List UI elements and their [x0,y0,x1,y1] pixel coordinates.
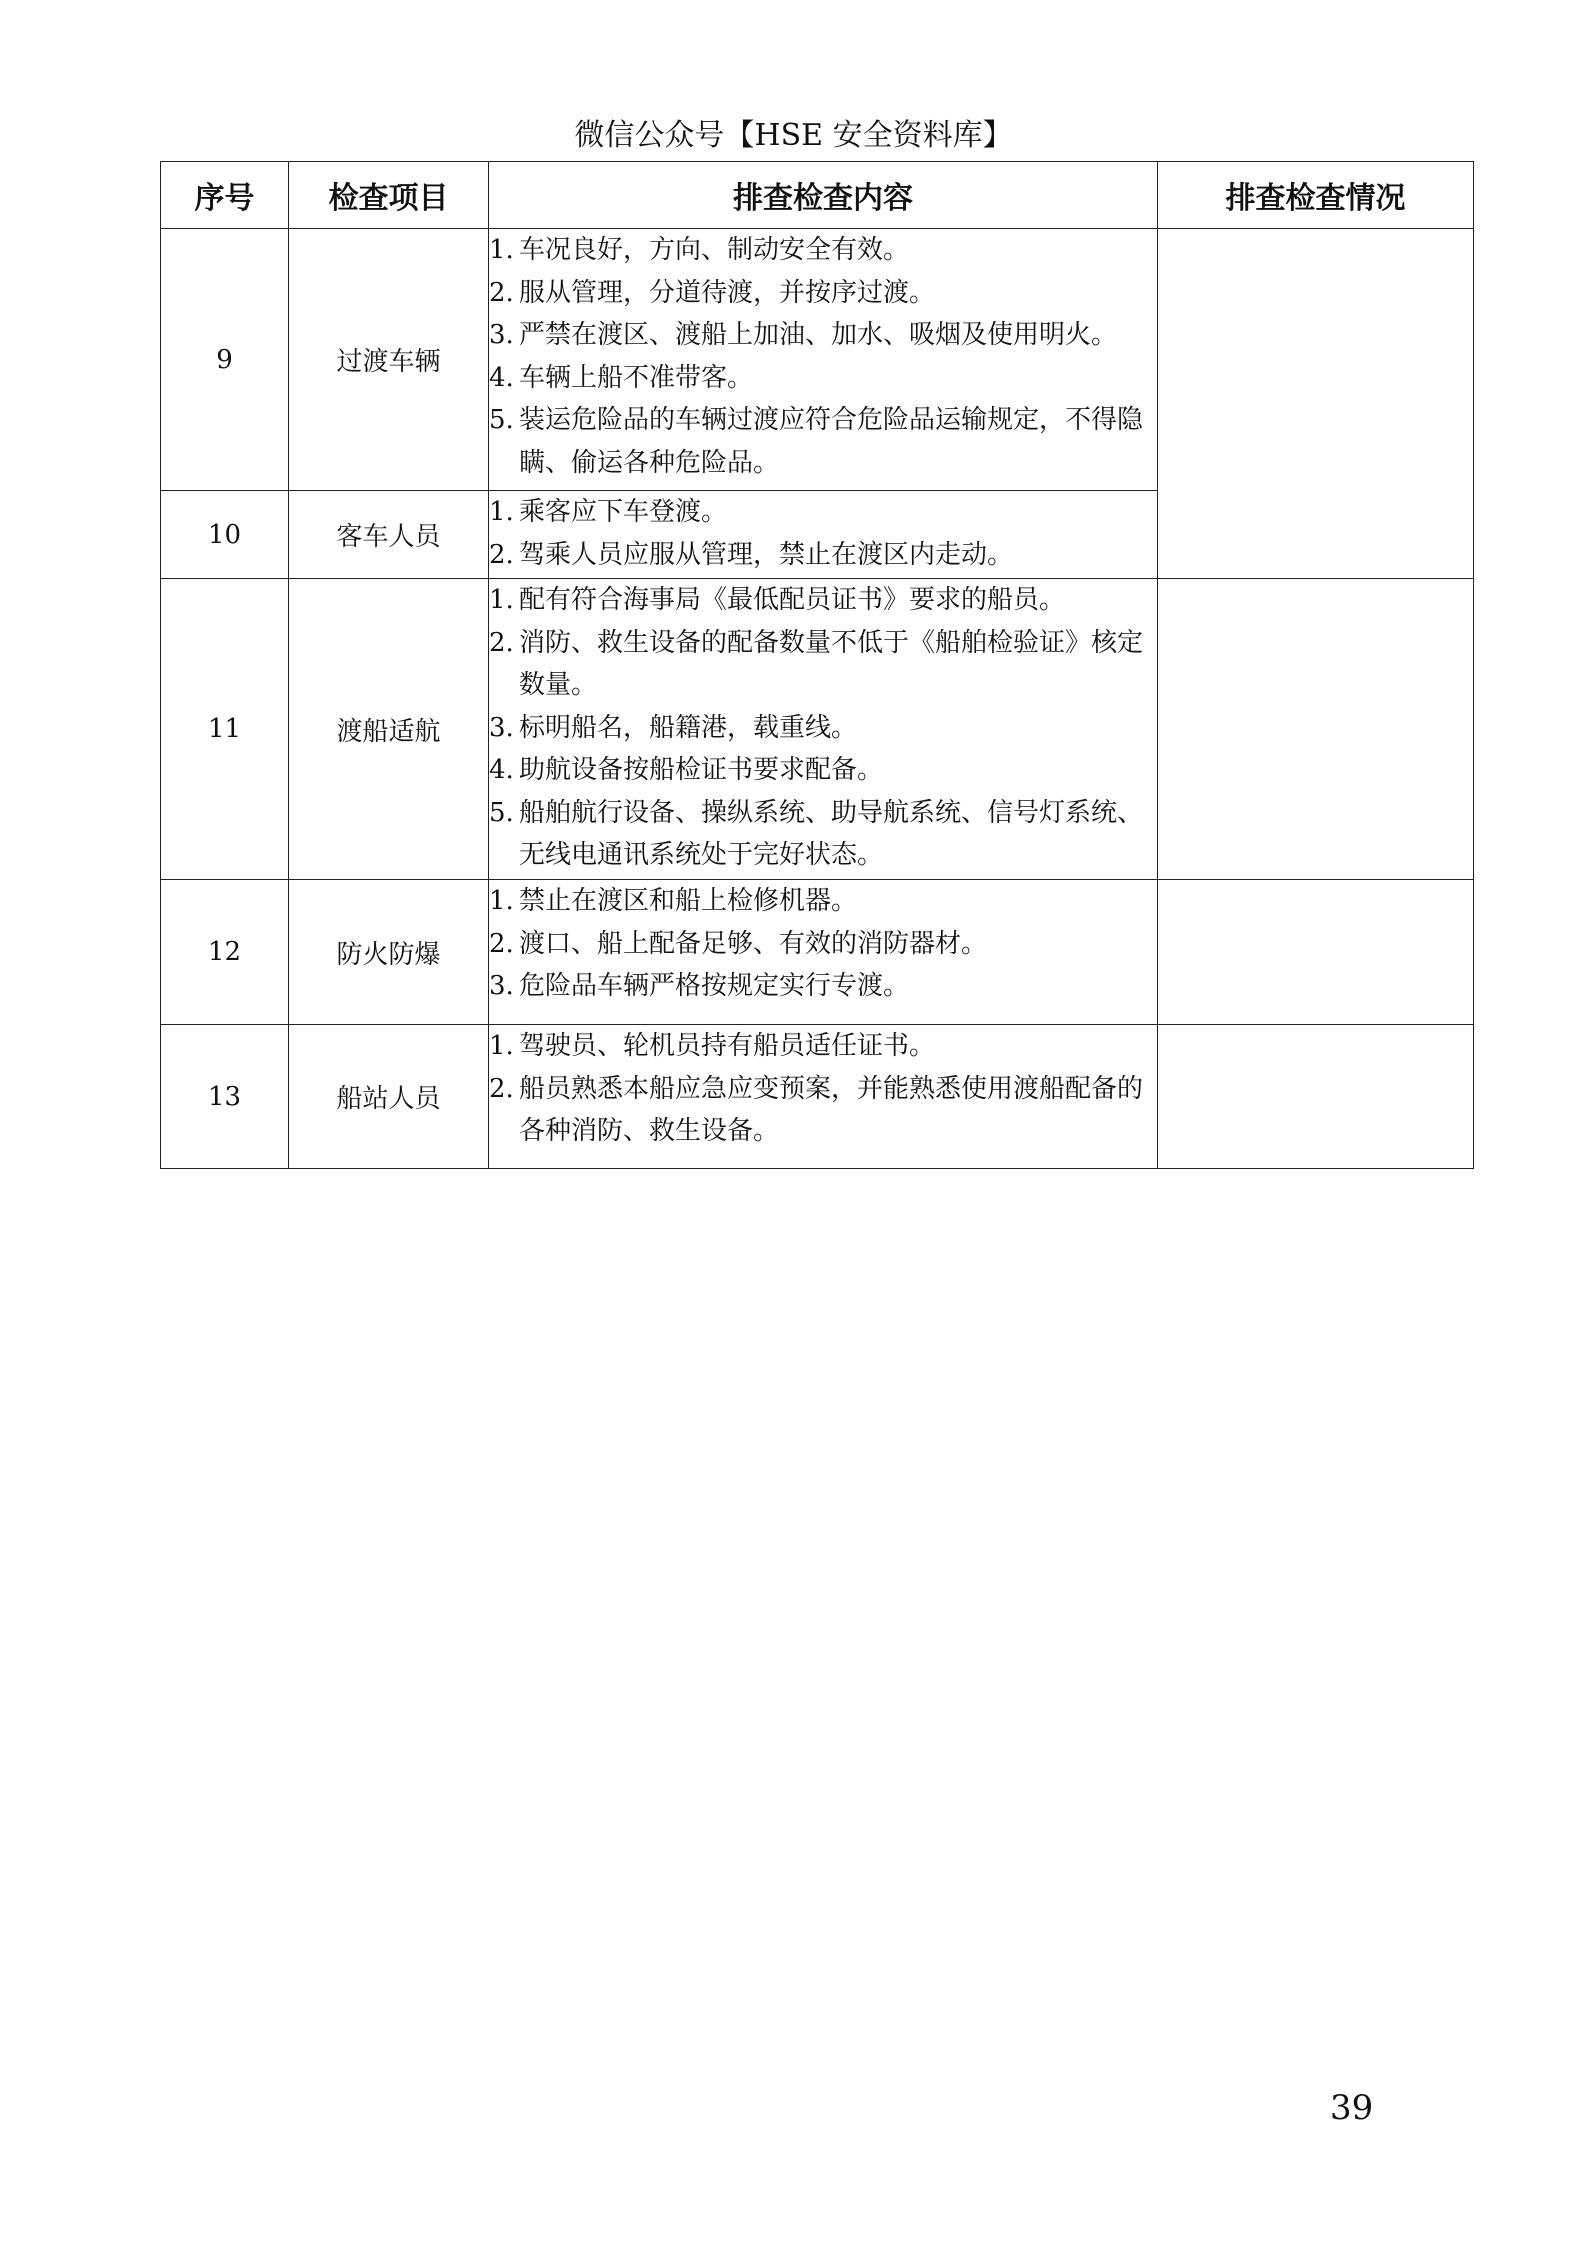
item-text: 助航设备按船检证书要求配备。 [519,755,884,785]
item-number: 2. [489,627,514,658]
row-result [1158,229,1474,579]
item-number: 5. [489,405,514,435]
item-number: 4. [489,755,514,785]
item-text: 禁止在渡区和船上检修机器。 [519,886,858,916]
row-content [489,229,1158,491]
item-number: 1. [489,886,514,916]
item-text: 车辆上船不准带客。 [519,362,754,393]
item-number: 2. [489,539,514,570]
item-text: 乘客应下车登渡。 [519,497,728,527]
table-row [161,1025,1474,1169]
item-text: 船员熟悉本船应急应变预案，并能熟悉使用渡船配备的各种消防、救生设备。 [519,1073,1144,1146]
column-header-item: 检查项目 [289,162,489,229]
item-text: 装运危险品的车辆过渡应符合危险品运输规定，不得隐瞒、偷运各种危险品。 [519,405,1144,478]
row-result [1158,880,1474,1025]
list-item [489,357,1157,400]
list-item [489,399,1157,484]
item-text: 驾乘人员应服从管理，禁止在渡区内走动。 [519,539,1014,570]
row-content [489,1025,1158,1169]
item-number: 1. [489,235,514,265]
row-result [1158,1025,1474,1169]
row-content [489,880,1158,1025]
row-seq: 10 [161,491,289,579]
table-header-row [161,162,1474,229]
item-number: 5. [489,797,514,828]
item-text: 危险品车辆严格按规定实行专渡。 [519,971,910,1001]
item-text: 配有符合海事局《最低配员证书》要求的船员。 [519,585,1066,615]
list-item [489,923,1157,966]
row-seq: 12 [161,880,289,1025]
item-number: 1. [489,585,514,615]
table-row [161,229,1474,491]
document-header: 微信公众号【HSE 安全资料库】 [574,118,1013,153]
list-item [489,707,1157,750]
list-item [489,965,1157,1008]
column-header-content: 排查检查内容 [489,162,1158,229]
list-item [489,272,1157,315]
row-item: 渡船适航 [289,579,489,880]
row-seq: 11 [161,579,289,880]
item-number: 4. [489,362,514,393]
column-header-result: 排查检查情况 [1158,162,1474,229]
inspection-table [160,161,1474,1169]
list-item [489,749,1157,792]
list-item [489,622,1157,707]
item-text: 服从管理，分道待渡，并按序过渡。 [519,277,936,308]
column-header-seq: 序号 [161,162,289,229]
list-item [489,579,1157,622]
item-number: 2. [489,928,514,959]
row-seq: 13 [161,1025,289,1169]
item-text: 渡口、船上配备足够、有效的消防器材。 [519,928,988,959]
row-result [1158,579,1474,880]
item-text: 驾驶员、轮机员持有船员适任证书。 [519,1031,936,1061]
item-number: 1. [489,1031,514,1061]
list-item [489,880,1157,923]
row-item: 船站人员 [289,1025,489,1169]
list-item [489,491,1157,534]
row-seq: 9 [161,229,289,491]
item-text: 车况良好，方向、制动安全有效。 [519,235,910,265]
item-number: 2. [489,1073,514,1104]
item-text: 船舶航行设备、操纵系统、助导航系统、信号灯系统、无线电通讯系统处于完好状态。 [519,797,1144,870]
list-item [489,792,1157,877]
list-item [489,1068,1157,1153]
table-row [161,579,1474,880]
row-content [489,491,1158,579]
row-item: 客车人员 [289,491,489,579]
item-number: 3. [489,971,514,1001]
item-text: 消防、救生设备的配备数量不低于《船舶检验证》核定数量。 [519,627,1144,700]
row-content [489,579,1158,880]
item-number: 3. [489,712,514,743]
list-item [489,534,1157,577]
page-number: 39 [1330,2088,1374,2128]
item-number: 2. [489,277,514,308]
table-row [161,880,1474,1025]
item-text: 严禁在渡区、渡船上加油、加水、吸烟及使用明火。 [519,320,1118,350]
row-item: 防火防爆 [289,880,489,1025]
list-item [489,314,1157,357]
list-item [489,1025,1157,1068]
item-text: 标明船名，船籍港，载重线。 [519,712,858,743]
item-number: 1. [489,497,514,527]
item-number: 3. [489,320,514,350]
row-item: 过渡车辆 [289,229,489,491]
list-item [489,229,1157,272]
